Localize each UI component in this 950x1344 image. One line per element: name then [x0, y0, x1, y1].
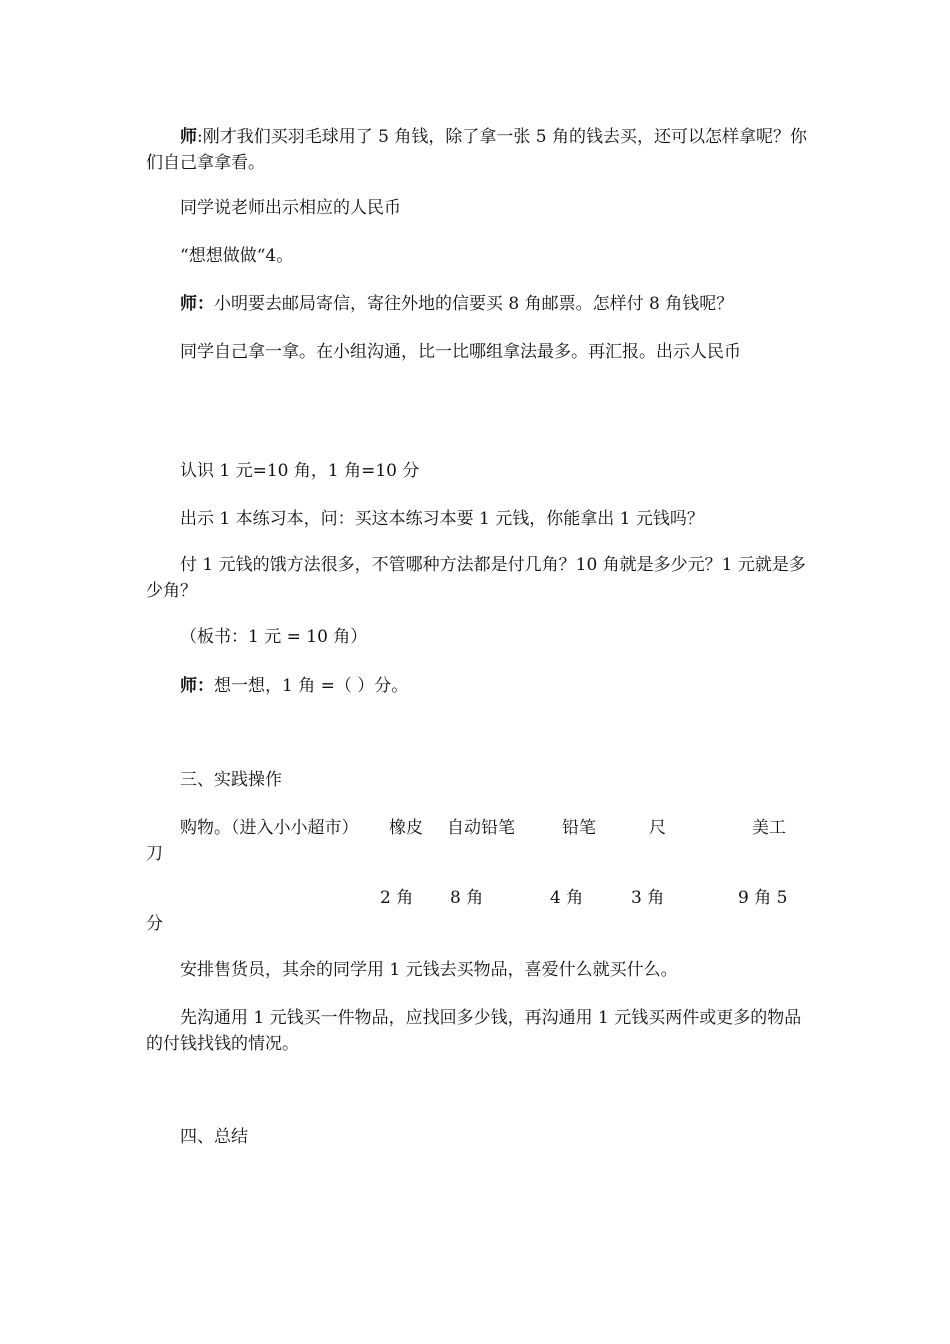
shopping-intro: 购物。（进入小小超市） [180, 818, 359, 838]
speaker-label: 师： [180, 676, 214, 696]
shop-prices-row [146, 885, 808, 911]
shop-item-utility-knife: 美工 [752, 818, 786, 838]
paragraph-unit-conversion: 认识 1 元=10 角，1 角=10 分 [180, 461, 420, 481]
price-wrap: 分 [146, 914, 163, 934]
paragraph-board-note: （板书：1 元 = 10 角） [180, 627, 368, 647]
shop-item-ruler: 尺 [649, 818, 666, 838]
shop-items-row [146, 815, 808, 841]
paragraph-exercise-book: 出示 1 本练习本，问：买这本练习本要 1 元钱，你能拿出 1 元钱吗？ [180, 509, 704, 529]
shop-items-wrap-row [146, 841, 808, 867]
price-pencil: 4 角 [550, 888, 584, 908]
price-utility-knife: 9 角 5 [738, 888, 788, 908]
price-eraser: 2 角 [380, 888, 414, 908]
section-heading-practice: 三、实践操作 [180, 770, 282, 790]
shop-item-wrap: 刀 [146, 844, 163, 864]
paragraph-teacher-stamp [146, 291, 808, 317]
paragraph-teacher-question [146, 124, 808, 176]
shop-prices-wrap-row [146, 911, 808, 937]
speaker-label: 师 [180, 127, 197, 147]
paragraph-group-work: 同学自己拿一拿。在小组沟通，比一比哪组拿法最多。再汇报。出示人民币 [180, 342, 741, 362]
shop-item-mechanical-pencil: 自动铅笔 [447, 818, 515, 838]
price-ruler: 3 角 [631, 888, 665, 908]
paragraph-teacher-think [146, 673, 808, 699]
paragraph-assign-roles: 安排售货员，其余的同学用 1 元钱去买物品，喜爱什么就买什么。 [180, 960, 678, 980]
price-mechanical-pencil: 8 角 [450, 888, 484, 908]
shop-item-pencil: 铅笔 [562, 818, 596, 838]
paragraph-payment-methods: 付 1 元钱的饿方法很多，不管哪种方法都是付几角？10 角就是多少元？1 元就是多少角？ [146, 555, 806, 601]
paragraph-text: 小明要去邮局寄信，寄往外地的信要买 8 角邮票。怎样付 8 角钱呢？ [214, 294, 734, 314]
paragraph-communicate: 先沟通用 1 元钱买一件物品，应找回多少钱，再沟通用 1 元钱买两件或更多的物品的付钱找钱的情况。 [146, 1008, 802, 1054]
paragraph-text: :刚才我们买羽毛球用了 5 角钱，除了拿一张 5 角的钱去买，还可以怎样拿呢？你们自己拿拿看。 [146, 127, 807, 173]
paragraph-student-response: 同学说老师出示相应的人民币 [180, 198, 401, 218]
paragraph-exercise-ref: “想想做做“4。 [180, 246, 294, 266]
section-heading-summary: 四、总结 [180, 1127, 248, 1147]
paragraph-text: 想一想，1 角 =（ ）分。 [214, 676, 409, 696]
speaker-label: 师： [180, 294, 214, 314]
shop-item-eraser: 橡皮 [389, 818, 423, 838]
